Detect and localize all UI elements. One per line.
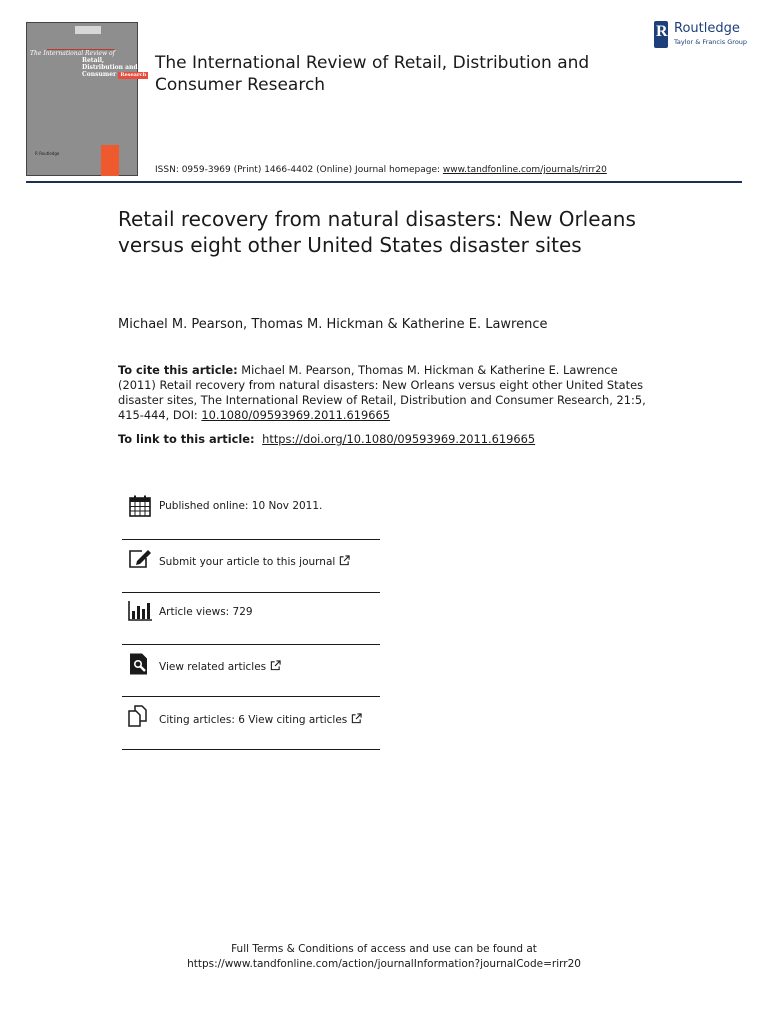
submit-article-label: Submit your article to this journal (159, 556, 336, 568)
journal-homepage-link[interactable]: www.tandfonline.com/journals/rirr20 (442, 165, 607, 175)
citing-articles-link[interactable] (159, 713, 362, 726)
external-link-icon (339, 555, 350, 566)
publisher-logo[interactable] (652, 20, 752, 50)
article-doi-url-link[interactable]: https://doi.org/10.1080/09593969.2011.619665 (262, 432, 536, 446)
citing-articles-label: Citing articles: 6 View citing articles (159, 714, 348, 726)
external-link-icon (351, 713, 362, 724)
related-articles-label: View related articles (159, 661, 267, 673)
cover-publisher-letter: R (35, 151, 38, 156)
info-divider (122, 696, 380, 697)
citing-articles-row[interactable] (122, 705, 380, 731)
info-divider (122, 592, 380, 593)
logo-letter: R (656, 23, 668, 40)
related-articles-link[interactable] (159, 660, 281, 673)
cover-orange-bar (101, 145, 119, 176)
submit-article-row[interactable] (122, 547, 380, 573)
cover-issn-box (75, 26, 101, 34)
article-views-row (122, 600, 380, 626)
cover-title-line: The International Review of (30, 50, 115, 57)
journal-cover-thumbnail (26, 22, 147, 176)
info-divider (122, 644, 380, 645)
document-search-icon (128, 653, 152, 675)
issn-line (155, 165, 607, 175)
external-link-icon (270, 660, 281, 671)
publisher-name: Routledge (674, 21, 740, 36)
cover-title-line: Distribution and (82, 64, 138, 71)
info-divider (122, 749, 380, 750)
routledge-logo-icon (654, 21, 668, 48)
terms-footer (0, 942, 768, 972)
citation-text: Michael M. Pearson, Thomas M. Hickman & Katherine E. Lawrence (2011) Retail recovery from natural disasters: New Orleans versus eight other United States disaster sites, The International Review of Retail, Distribution and Consumer Research, 21:5, 415-444, DOI: (118, 363, 646, 422)
cover-research-tag: Research (120, 72, 147, 78)
link-label: To link to this article: (118, 432, 259, 446)
cover-title-line: Consumer (82, 71, 117, 78)
citation-label: To cite this article: (118, 363, 238, 377)
terms-footer-url[interactable]: https://www.tandfonline.com/action/journalInformation?journalCode=rirr20 (187, 958, 581, 970)
cover-title-line: Retail, (82, 57, 105, 64)
issn-text: ISSN: 0959-3969 (Print) 1466-4402 (Online) Journal homepage: (155, 165, 443, 175)
terms-footer-line: Full Terms & Conditions of access and use can be found at (231, 943, 537, 955)
publisher-subtitle: Taylor & Francis Group (674, 38, 748, 46)
cover-publisher-name: Routledge (39, 151, 60, 156)
article-link-line (118, 432, 535, 446)
cover-title (30, 50, 147, 79)
cover-publisher-mark (35, 151, 59, 156)
citing-documents-icon (128, 705, 152, 727)
article-authors: Michael M. Pearson, Thomas M. Hickman & Katherine E. Lawrence (118, 317, 548, 332)
edit-icon (128, 548, 152, 570)
article-views-text: Article views: 729 (159, 606, 253, 618)
info-divider (122, 539, 380, 540)
doi-link[interactable]: 10.1080/09593969.2011.619665 (201, 408, 391, 422)
header-divider (26, 181, 742, 183)
published-online-text: Published online: 10 Nov 2011. (159, 500, 323, 512)
published-online-row (122, 494, 380, 520)
bar-chart-icon (128, 600, 152, 622)
related-articles-row[interactable] (122, 653, 380, 679)
journal-title: The International Review of Retail, Distribution and Consumer Research (155, 53, 590, 95)
calendar-icon (128, 495, 152, 517)
submit-article-link[interactable] (159, 555, 350, 568)
citation-block (118, 363, 648, 423)
article-title: Retail recovery from natural disasters: New Orleans versus eight other United States disaster sites (118, 207, 636, 257)
